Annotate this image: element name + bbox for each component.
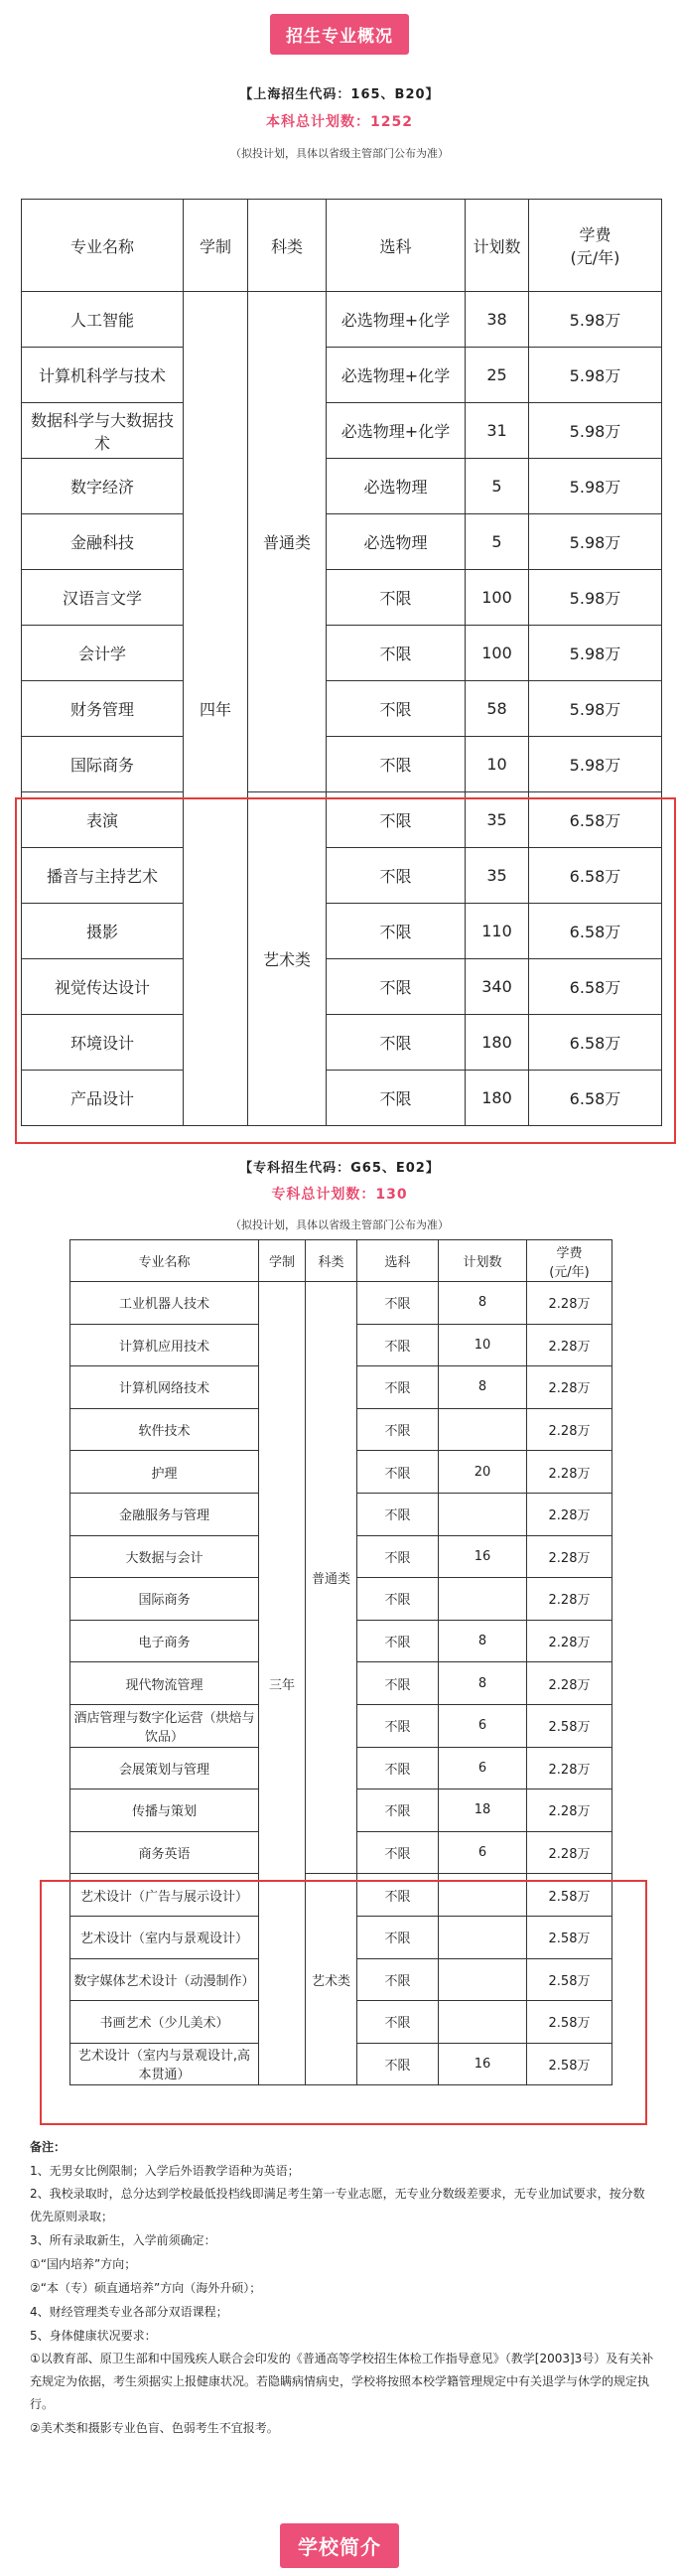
subject-requirement: 不限 bbox=[357, 1620, 439, 1662]
col-header-fee: 学费 (元/年) bbox=[529, 200, 662, 292]
category-general-cell: 普通类 bbox=[306, 1282, 357, 1874]
subject-requirement: 不限 bbox=[327, 1015, 466, 1071]
tuition-fee: 2.28万 bbox=[527, 1747, 612, 1789]
subject-requirement: 不限 bbox=[357, 1408, 439, 1451]
subject-requirement: 不限 bbox=[357, 1916, 439, 1958]
table-row bbox=[22, 737, 662, 792]
tuition-fee: 2.28万 bbox=[527, 1282, 612, 1325]
undergrad-note: （拟投计划，具体以省级主管部门公布为准） bbox=[230, 147, 449, 160]
plan-count: 35 bbox=[466, 792, 529, 848]
major-name: 书画艺术（少儿美术） bbox=[70, 2001, 259, 2044]
subject-requirement: 必选物理 bbox=[327, 459, 466, 514]
plan-count: 100 bbox=[466, 570, 529, 626]
major-name: 艺术设计（室内与景观设计,高本贯通） bbox=[70, 2043, 259, 2085]
remark-item: ①以教育部、原卫生部和中国残疾人联合会印发的《普通高等学校招生体检工作指导意见》（教学[2003]3号）及有关补充规定为依据，考生须据实上报健康状况。若隐瞒病情病史，学校将按照本校学籍管理规定中有关退学与休学的规定执行。 bbox=[30, 2352, 654, 2411]
subject-requirement: 不限 bbox=[357, 1662, 439, 1705]
subject-requirement: 必选物理+化学 bbox=[327, 292, 466, 348]
tuition-fee: 2.28万 bbox=[527, 1789, 612, 1832]
subject-requirement: 不限 bbox=[327, 904, 466, 959]
remark-item: 4、财经管理类专业各部分双语课程； bbox=[30, 2305, 228, 2319]
tuition-fee: 2.28万 bbox=[527, 1831, 612, 1874]
plan-count: 16 bbox=[439, 1535, 527, 1578]
table-header-row bbox=[70, 1240, 612, 1282]
major-name: 计算机网络技术 bbox=[70, 1366, 259, 1409]
undergrad-code-line: 【上海招生代码：165、B20】 bbox=[239, 87, 440, 102]
col-header-plan: 计划数 bbox=[466, 200, 529, 292]
major-name: 艺术设计（广告与展示设计） bbox=[70, 1874, 259, 1917]
subject-requirement: 不限 bbox=[357, 1324, 439, 1366]
table-row bbox=[22, 292, 662, 348]
col-header-subject: 选科 bbox=[357, 1240, 439, 1282]
major-name: 艺术设计（室内与景观设计） bbox=[70, 1916, 259, 1958]
plan-count: 110 bbox=[466, 904, 529, 959]
duration-cell: 三年 bbox=[259, 1282, 306, 2085]
plan-count: 10 bbox=[439, 1324, 527, 1366]
tuition-fee: 5.98万 bbox=[529, 403, 662, 459]
major-name: 会展策划与管理 bbox=[70, 1747, 259, 1789]
plan-count: 10 bbox=[466, 737, 529, 792]
tuition-fee: 2.28万 bbox=[527, 1451, 612, 1494]
plan-count: 340 bbox=[466, 959, 529, 1015]
table-row bbox=[22, 348, 662, 403]
plan-count: 180 bbox=[466, 1071, 529, 1126]
col-header-plan: 计划数 bbox=[439, 1240, 527, 1282]
plan-count bbox=[439, 1408, 527, 1451]
category-general-cell: 普通类 bbox=[248, 292, 327, 792]
col-header-name: 专业名称 bbox=[70, 1240, 259, 1282]
subject-requirement: 不限 bbox=[327, 959, 466, 1015]
plan-count: 18 bbox=[439, 1789, 527, 1832]
subject-requirement: 不限 bbox=[357, 1366, 439, 1409]
vocational-code-line: 【专科招生代码：G65、E02】 bbox=[239, 1161, 440, 1176]
tuition-fee: 6.58万 bbox=[529, 848, 662, 904]
plan-count: 35 bbox=[466, 848, 529, 904]
tuition-fee: 2.58万 bbox=[527, 1916, 612, 1958]
plan-count: 6 bbox=[439, 1747, 527, 1789]
tuition-fee: 5.98万 bbox=[529, 570, 662, 626]
plan-count: 100 bbox=[466, 626, 529, 681]
major-name: 金融科技 bbox=[22, 514, 184, 570]
table-row bbox=[70, 1282, 612, 1325]
tuition-fee: 2.28万 bbox=[527, 1408, 612, 1451]
plan-count: 31 bbox=[466, 403, 529, 459]
major-name: 产品设计 bbox=[22, 1071, 184, 1126]
tuition-fee: 6.58万 bbox=[529, 1071, 662, 1126]
major-name: 国际商务 bbox=[22, 737, 184, 792]
tuition-fee: 2.28万 bbox=[527, 1493, 612, 1535]
subject-requirement: 不限 bbox=[327, 848, 466, 904]
major-name: 汉语言文学 bbox=[22, 570, 184, 626]
subject-requirement: 不限 bbox=[357, 1704, 439, 1747]
subject-requirement: 不限 bbox=[357, 2043, 439, 2085]
plan-count bbox=[439, 1493, 527, 1535]
tuition-fee: 2.28万 bbox=[527, 1662, 612, 1705]
table-row bbox=[22, 459, 662, 514]
subject-requirement: 不限 bbox=[357, 1958, 439, 2001]
tuition-fee: 2.28万 bbox=[527, 1366, 612, 1409]
tuition-fee: 5.98万 bbox=[529, 514, 662, 570]
col-header-duration: 学制 bbox=[259, 1240, 306, 1282]
major-name: 电子商务 bbox=[70, 1620, 259, 1662]
plan-count: 16 bbox=[439, 2043, 527, 2085]
remark-item: ②“本（专）硕直通培养”方向（海外升硕）； bbox=[30, 2281, 262, 2295]
tuition-fee: 5.98万 bbox=[529, 348, 662, 403]
tuition-fee: 2.28万 bbox=[527, 1578, 612, 1621]
subject-requirement: 必选物理+化学 bbox=[327, 403, 466, 459]
remarks-title: 备注： bbox=[30, 2140, 67, 2154]
major-name: 现代物流管理 bbox=[70, 1662, 259, 1705]
remark-item: 5、身体健康状况要求： bbox=[30, 2329, 157, 2343]
plan-count: 8 bbox=[439, 1366, 527, 1409]
plan-count: 5 bbox=[466, 459, 529, 514]
undergrad-total-line: 本科总计划数：1252 bbox=[266, 114, 413, 130]
subject-requirement: 不限 bbox=[357, 1451, 439, 1494]
major-name: 计算机应用技术 bbox=[70, 1324, 259, 1366]
major-name: 国际商务 bbox=[70, 1578, 259, 1621]
category-art-cell: 艺术类 bbox=[248, 792, 327, 1126]
tuition-fee: 2.28万 bbox=[527, 1620, 612, 1662]
remark-item: ②美术类和摄影专业色盲、色弱考生不宜报考。 bbox=[30, 2421, 279, 2435]
table-row bbox=[22, 570, 662, 626]
section-badge-school-intro: 学校简介 bbox=[280, 2523, 399, 2568]
tuition-fee: 5.98万 bbox=[529, 737, 662, 792]
plan-count: 58 bbox=[466, 681, 529, 737]
subject-requirement: 不限 bbox=[357, 1578, 439, 1621]
tuition-fee: 2.28万 bbox=[527, 1535, 612, 1578]
major-name: 数字媒体艺术设计（动漫制作） bbox=[70, 1958, 259, 2001]
plan-count: 20 bbox=[439, 1451, 527, 1494]
table-row bbox=[22, 626, 662, 681]
major-name: 人工智能 bbox=[22, 292, 184, 348]
tuition-fee: 2.58万 bbox=[527, 1874, 612, 1917]
major-name: 摄影 bbox=[22, 904, 184, 959]
subject-requirement: 不限 bbox=[357, 1535, 439, 1578]
subject-requirement: 不限 bbox=[327, 737, 466, 792]
category-art-cell: 艺术类 bbox=[306, 1874, 357, 2085]
remark-item: 3、所有录取新生，入学前须确定： bbox=[30, 2233, 216, 2247]
subject-requirement: 不限 bbox=[357, 1789, 439, 1832]
subject-requirement: 不限 bbox=[357, 1747, 439, 1789]
col-header-category: 科类 bbox=[248, 200, 327, 292]
tuition-fee: 6.58万 bbox=[529, 1015, 662, 1071]
plan-count: 38 bbox=[466, 292, 529, 348]
subject-requirement: 不限 bbox=[327, 570, 466, 626]
tuition-fee: 2.58万 bbox=[527, 1958, 612, 2001]
major-name: 大数据与会计 bbox=[70, 1535, 259, 1578]
plan-count: 25 bbox=[466, 348, 529, 403]
table-header-row bbox=[22, 200, 662, 292]
major-name: 软件技术 bbox=[70, 1408, 259, 1451]
tuition-fee: 6.58万 bbox=[529, 792, 662, 848]
section-badge-enrollment-overview: 招生专业概况 bbox=[270, 14, 409, 55]
subject-requirement: 不限 bbox=[327, 1071, 466, 1126]
plan-count: 8 bbox=[439, 1662, 527, 1705]
col-header-category: 科类 bbox=[306, 1240, 357, 1282]
subject-requirement: 必选物理 bbox=[327, 514, 466, 570]
plan-count: 8 bbox=[439, 1620, 527, 1662]
major-name: 播音与主持艺术 bbox=[22, 848, 184, 904]
table-row bbox=[22, 403, 662, 459]
duration-cell: 四年 bbox=[184, 292, 248, 1126]
tuition-fee: 2.58万 bbox=[527, 2001, 612, 2044]
tuition-fee: 2.28万 bbox=[527, 1324, 612, 1366]
subject-requirement: 必选物理+化学 bbox=[327, 348, 466, 403]
major-name: 会计学 bbox=[22, 626, 184, 681]
tuition-fee: 5.98万 bbox=[529, 626, 662, 681]
major-name: 金融服务与管理 bbox=[70, 1493, 259, 1535]
plan-count: 6 bbox=[439, 1704, 527, 1747]
remarks-section bbox=[30, 2135, 655, 2440]
tuition-fee: 5.98万 bbox=[529, 681, 662, 737]
major-name: 护理 bbox=[70, 1451, 259, 1494]
plan-count bbox=[439, 1578, 527, 1621]
tuition-fee: 5.98万 bbox=[529, 292, 662, 348]
plan-count: 8 bbox=[439, 1282, 527, 1325]
subject-requirement: 不限 bbox=[327, 792, 466, 848]
major-name: 计算机科学与技术 bbox=[22, 348, 184, 403]
major-name: 环境设计 bbox=[22, 1015, 184, 1071]
subject-requirement: 不限 bbox=[357, 1831, 439, 1874]
subject-requirement: 不限 bbox=[327, 681, 466, 737]
subject-requirement: 不限 bbox=[327, 626, 466, 681]
subject-requirement: 不限 bbox=[357, 2001, 439, 2044]
tuition-fee: 6.58万 bbox=[529, 959, 662, 1015]
major-name: 传播与策划 bbox=[70, 1789, 259, 1832]
major-name: 工业机器人技术 bbox=[70, 1282, 259, 1325]
subject-requirement: 不限 bbox=[357, 1874, 439, 1917]
plan-count: 5 bbox=[466, 514, 529, 570]
remark-item: 2、我校录取时，总分达到学校最低投档线即满足考生第一专业志愿，无专业分数级差要求，无专业加试要求，按分数优先原则录取； bbox=[30, 2187, 645, 2223]
table-row bbox=[22, 681, 662, 737]
remark-item: ①“国内培养”方向； bbox=[30, 2257, 137, 2271]
table-row bbox=[22, 514, 662, 570]
subject-requirement: 不限 bbox=[357, 1282, 439, 1325]
plan-count: 180 bbox=[466, 1015, 529, 1071]
col-header-name: 专业名称 bbox=[22, 200, 184, 292]
subject-requirement: 不限 bbox=[357, 1493, 439, 1535]
art-highlight-box-undergrad bbox=[15, 797, 676, 1144]
major-name: 酒店管理与数字化运营（烘焙与饮品） bbox=[70, 1704, 259, 1747]
tuition-fee: 6.58万 bbox=[529, 904, 662, 959]
tuition-fee: 5.98万 bbox=[529, 459, 662, 514]
art-highlight-box-vocational bbox=[40, 1880, 647, 2125]
vocational-total-line: 专科总计划数：130 bbox=[271, 1187, 408, 1203]
major-name: 数据科学与大数据技术 bbox=[22, 403, 184, 459]
tuition-fee: 2.58万 bbox=[527, 1704, 612, 1747]
major-name: 视觉传达设计 bbox=[22, 959, 184, 1015]
vocational-note: （拟投计划，具体以省级主管部门公布为准） bbox=[230, 1218, 449, 1231]
major-name: 财务管理 bbox=[22, 681, 184, 737]
major-name: 表演 bbox=[22, 792, 184, 848]
tuition-fee: 2.58万 bbox=[527, 2043, 612, 2085]
major-name: 数字经济 bbox=[22, 459, 184, 514]
col-header-duration: 学制 bbox=[184, 200, 248, 292]
remark-item: 1、无男女比例限制；入学后外语教学语种为英语； bbox=[30, 2164, 300, 2178]
plan-count: 6 bbox=[439, 1831, 527, 1874]
col-header-subject: 选科 bbox=[327, 200, 466, 292]
major-name: 商务英语 bbox=[70, 1831, 259, 1874]
col-header-fee: 学费 (元/年) bbox=[527, 1240, 612, 1282]
